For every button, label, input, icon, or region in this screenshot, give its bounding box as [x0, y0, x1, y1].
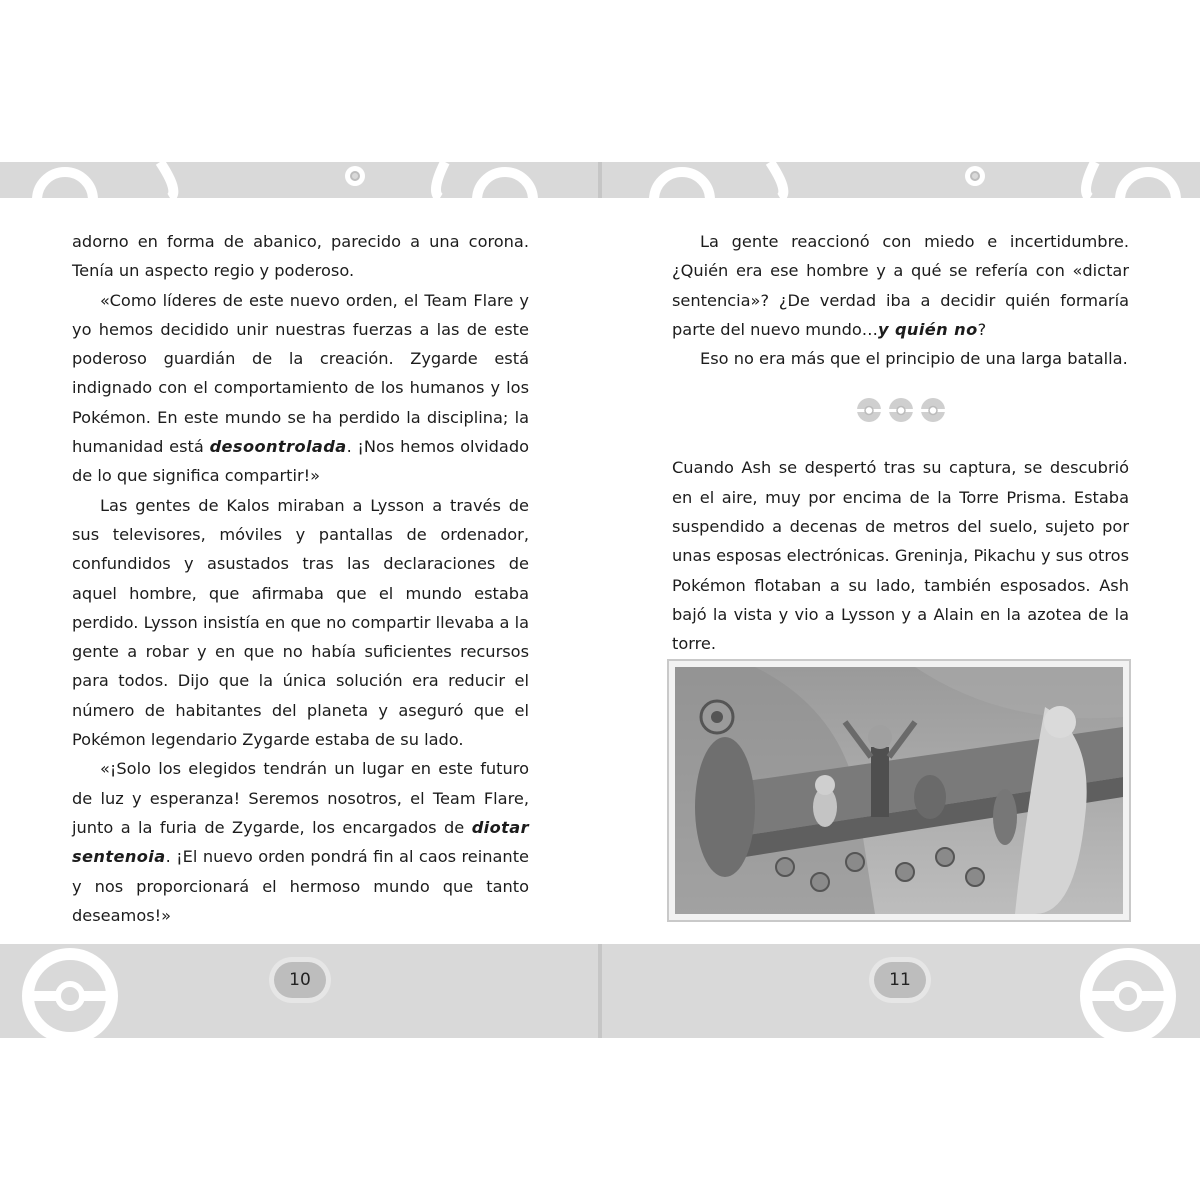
pokeball-icon — [1086, 954, 1170, 1038]
bottom-decorative-band — [0, 944, 1200, 1038]
right-paragraph-1-emphasis: y quién no — [877, 319, 978, 339]
pokeball-icon — [28, 954, 112, 1038]
pikachu-figure — [813, 775, 837, 827]
left-paragraph-2-start: «Como líderes de este nuevo orden, el Team Flare y yo hemos decidido unir nuestras fuerzas a las de este poderoso guardián de la creación. Zygarde está indignado con el comportamiento de los humanos y los Pokémon. En este mundo se ha perdido la disciplina; la humanidad está — [72, 290, 529, 457]
section-divider — [672, 395, 1129, 425]
left-paragraph-2 — [72, 286, 529, 491]
top-decorative-band — [0, 162, 1200, 198]
illustration-scene — [675, 667, 1123, 914]
book-spread — [0, 162, 1200, 1038]
left-page-text — [72, 227, 529, 930]
left-paragraph-4-end: . ¡El nuevo orden pondrá fin al caos reinante y nos proporcionará el hermoso mundo que tanto deseamos!» — [72, 847, 529, 925]
bottom-pokeball-pattern — [0, 944, 1200, 1038]
left-paragraph-1: adorno en forma de abanico, parecido a una corona. Tenía un aspecto regio y poderoso. — [72, 232, 529, 281]
right-paragraph-1-end: ? — [977, 319, 987, 339]
right-paragraph-1 — [672, 227, 1129, 344]
left-paragraph-2-emphasis: desoontrolada — [209, 437, 347, 457]
left-page-number: 10 — [274, 962, 326, 998]
left-paragraph-4-emphasis: diotar sentenoia — [72, 817, 529, 867]
right-paragraph-2: Eso no era más que el principio de una larga batalla. — [700, 349, 1128, 369]
pokeball-divider — [853, 395, 949, 425]
pokeball-icon — [889, 398, 913, 422]
right-paragraph-1-start: La gente reaccionó con miedo e incertidumbre. ¿Quién era ese hombre y a qué se refería con «dictar sentencia»? ¿De verdad iba a decidir quién formaría parte del nuevo mundo… — [672, 232, 1129, 339]
top-pokeball-pattern — [0, 162, 1200, 198]
left-paragraph-2-end: . ¡Nos hemos olvidado de lo que significa compartir!» — [72, 437, 530, 486]
right-page-text — [672, 227, 1129, 659]
left-paragraph-4 — [72, 754, 529, 930]
pokeball-icon — [921, 398, 945, 422]
left-paragraph-4-start: «¡Solo los elegidos tendrán un lugar en este futuro de luz y esperanza! Seremos nosotros, el Team Flare, junto a la furia de Zygarde, los encargados de — [72, 759, 529, 837]
right-page-number: 11 — [874, 962, 926, 998]
pokeball-icon — [857, 398, 881, 422]
right-paragraph-3: Cuando Ash se despertó tras su captura, se descubrió en el aire, muy por encima de la Torre Prisma. Estaba suspendido a decenas de metros del suelo, sujeto por unas esposas electrónicas. Greninja, Pikachu y sus otros Pokémon flotaban a su lado, también esposados. Ash bajó la vista y vio a Lysson y a Alain en la azotea de la torre. — [672, 458, 1129, 654]
story-illustration — [667, 659, 1131, 922]
left-paragraph-3: Las gentes de Kalos miraban a Lysson a través de sus televisores, móviles y pantallas de ordenador, confundidos y asustados tras las declaraciones de aquel hombre, que afirmaba que el mundo estaba perdido. Lysson insistía en que no compartir llevaba a la gente a robar y en que no había suficientes recursos para todos. Dijo que la única solución era reducir el número de habitantes del planeta y aseguró que el Pokémon legendario Zygarde estaba de su lado. — [72, 495, 529, 750]
